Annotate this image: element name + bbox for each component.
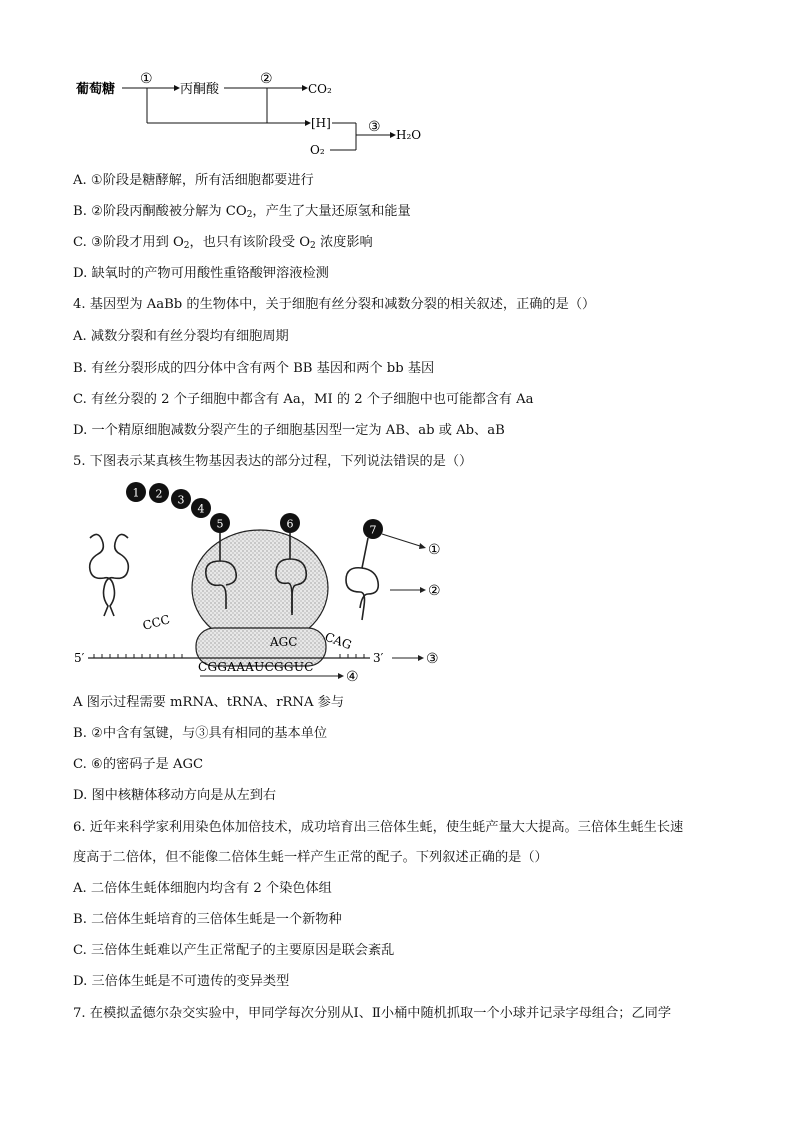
q6-option-a: A. 二倍体生蚝体细胞内均含有 2 个染色体组 xyxy=(73,881,332,896)
q5-option-b: B. ②中含有氢键，与③具有相同的基本单位 xyxy=(73,726,328,741)
step2-label: ② xyxy=(260,71,273,87)
q6-option-d: D. 三倍体生蚝是不可遗传的变异类型 xyxy=(73,974,290,989)
o2-label: O₂ xyxy=(310,143,325,157)
three-prime: 3′ xyxy=(373,651,384,665)
mrna-sequence: CGGAAAUCGGUC xyxy=(198,660,314,674)
h2o-label: H₂O xyxy=(396,128,422,142)
output-2: ② xyxy=(428,583,441,599)
q3-option-d: D. 缺氧时的产物可用酸性重铬酸钾溶液检测 xyxy=(73,266,329,281)
q4-option-c: C. 有丝分裂的 2 个子细胞中都含有 Aa，MI 的 2 个子细胞中也可能都含有 Aa xyxy=(73,392,534,407)
anticodon-mid: AGC xyxy=(270,635,298,649)
h-label: [H] xyxy=(311,116,331,130)
trna-7 xyxy=(346,538,378,620)
amino-acid-2: 2 xyxy=(155,487,163,501)
q6-option-b: B. 二倍体生蚝培育的三倍体生蚝是一个新物种 xyxy=(73,912,342,927)
translation-diagram xyxy=(70,478,450,688)
q3-option-c: C. ③阶段才用到 $O_2$，也只有该阶段受 $O_2$ 浓度影响 xyxy=(73,235,373,251)
q6-option-c: C. 三倍体生蚝难以产生正常配子的主要原因是联会紊乱 xyxy=(73,943,395,958)
output-3: ③ xyxy=(426,651,439,667)
step1-label: ① xyxy=(140,71,153,87)
q3-option-b: B. ②阶段丙酮酸被分解为 $CO_2$，产生了大量还原氢和能量 xyxy=(73,204,411,220)
anticodon-right: CAG xyxy=(322,629,354,653)
pyruvate-label: 丙酮酸 xyxy=(180,82,220,97)
ribosome xyxy=(192,530,328,666)
respiration-diagram xyxy=(70,68,450,160)
q4-option-a: A. 减数分裂和有丝分裂均有细胞周期 xyxy=(73,329,289,344)
anticodon-left: CCC xyxy=(141,612,172,633)
amino-acid-3: 3 xyxy=(177,493,185,507)
amino-acid-7: 7 xyxy=(369,523,377,537)
amino-acid-6: 6 xyxy=(286,517,294,531)
output-4: ④ xyxy=(346,669,359,685)
q5-option-d: D. 图中核糖体移动方向是从左到右 xyxy=(73,788,277,803)
five-prime: 5′ xyxy=(74,651,85,665)
q4-option-b: B. 有丝分裂形成的四分体中含有两个 BB 基因和两个 bb 基因 xyxy=(73,361,435,376)
q5-stem: 5. 下图表示某真核生物基因表达的部分过程，下列说法错误的是（） xyxy=(73,454,473,469)
q4-stem: 4. 基因型为 AaBb 的生物体中，关于细胞有丝分裂和减数分裂的相关叙述，正确的是（） xyxy=(73,297,596,312)
q7-stem: 7. 在模拟孟德尔杂交实验中，甲同学每次分别从Ⅰ、Ⅱ小桶中随机抓取一个小球并记录字母组合；乙同学 xyxy=(73,1006,672,1021)
q5-option-a: A 图示过程需要 mRNA、tRNA、rRNA 参与 xyxy=(73,695,345,710)
trna-left xyxy=(90,534,129,616)
glucose-label: 葡萄糖 xyxy=(76,82,116,97)
step3-label: ③ xyxy=(368,119,381,135)
amino-acid-5: 5 xyxy=(216,517,224,531)
output-1: ① xyxy=(428,542,441,558)
q5-option-c: C. ⑥的密码子是 AGC xyxy=(73,757,204,772)
q3-option-a: A. ①阶段是糖酵解，所有活细胞都要进行 xyxy=(73,173,314,188)
q6-stem-line2: 度高于二倍体，但不能像二倍体生蚝一样产生正常的配子。下列叙述正确的是（） xyxy=(73,850,548,865)
q6-stem-line1: 6. 近年来科学家利用染色体加倍技术，成功培育出三倍体生蚝，使生蚝产量大大提高。三倍体生蚝生长速 xyxy=(73,820,684,835)
co2-label: CO₂ xyxy=(308,82,332,96)
q4-option-d: D. 一个精原细胞减数分裂产生的子细胞基因型一定为 AB、ab 或 Ab、aB xyxy=(73,423,505,438)
amino-acid-1: 1 xyxy=(132,486,140,500)
amino-acid-4: 4 xyxy=(197,502,205,516)
